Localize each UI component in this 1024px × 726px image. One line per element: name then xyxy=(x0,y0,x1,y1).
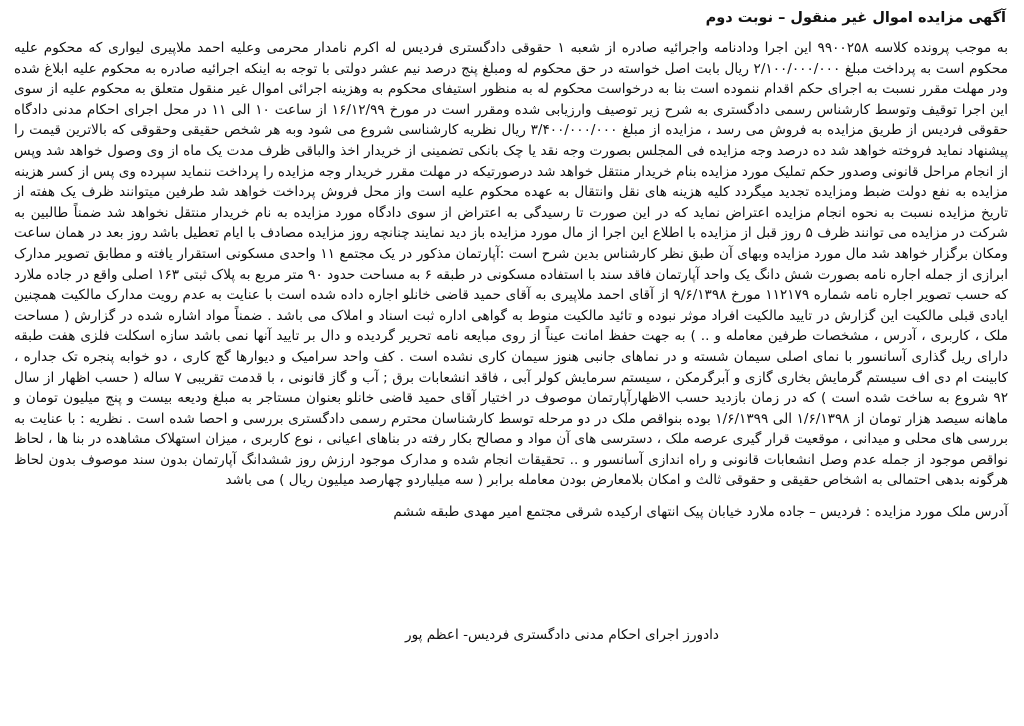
signature-line xyxy=(0,624,1024,646)
notice-body: به موجب پرونده کلاسه ۹۹۰۰۲۵۸ این اجرا ودادنامه واجرائیه صادره از شعبه ۱ حقوقی دادگستری فردیس له اکرم نامدار محرمی وعلیه احمد ملاپیری لیواری که محکوم علیه محکوم است به پرداخت مبلغ ۲/۱۰۰/۰۰۰/۰۰۰ ریال بابت اصل خواسته در حق محکوم له ومبلغ پنج درصد نیم عشر دولتی با توجه به اینکه اجرائیه صادره به محکوم علیه ابلاغ شده ودر مهلت مقرر نسبت به اجرای حکم اقدام ننموده است بنا به درخواست محکوم له به منظور استیفای محکوم به وهزینه اجرائی اموال غیر منقول متعلق به محکوم علیه از سوی این اجرا توقیف وتوسط کارشناس رسمی دادگستری به شرح زیر توصیف وارزیابی شده ومقرر است در مورخ ۱۶/۱۲/۹۹ از ساعت ۱۰ الی ۱۱ در محل اجرای احکام مدنی دادگاه حقوقی فردیس از طریق مزایده به فروش می رسد ، مزایده از مبلغ ۳/۴۰۰/۰۰۰/۰۰۰ ریال نظریه کارشناسی شروع می شود وبه هر شخص حقیقی وحقوقی که بالاترین قیمت را پیشنهاد نماید فروخته خواهد شد ده درصد وجه مزایده فی المجلس بصورت وجه نقد یا چک بانکی تضمینی از خریدار اخذ والباقی ظرف مدت یک ماه از وی وصول خواهد شد وپس از انجام مراحل قانونی وصدور حکم تملیک مورد مزایده بنام خریدار منتقل خواهد شد درصورتیکه در مهلت مقرر خریدار وجه مزایده را پرداخت ننماید سپرده وی پس از کسر هزینه مزایده به نفع دولت ضبط ومزایده تجدید میگردد کلیه هزینه های نقل وانتقال به عهده محکوم علیه است واز محل فروش پرداخت خواهد شد طرفین میتوانند ظرف یک هفته از تاریخ مزایده نسبت به نحوه انجام مزایده اعتراض نماید که در این صورت تا رسیدگی به اعتراض از سوی دادگاه مورد مزایده به نام خریدار منتقل نخواهد شد ضمناً طالبین به شرکت در مزایده می توانند ظرف ۵ روز قبل از مزایده با اطلاع این اجرا از مال مورد مزایده باز دید نمایند چنانچه روز مزایده مصادف با ایام تعطیل باشد روز بعد در همان ساعت ومکان برگزار خواهد شد مال مورد مزایده وبهای آن طبق نظر کارشناس بدین شرح است :آپارتمان مذکور در یک مجتمع ۱۱ واحدی مسکونی استقرار یافته و مطابق تصویر مدارک ابرازی از جمله اجاره نامه بصورت شش دانگ یک واحد آپارتمان فاقد سند با استفاده مسکونی در طبقه ۶ به مساحت حدود ۹۰ متر مربع به پلاک ثبتی ۱۶۳ اصلی واقع در جاده ملارد که حسب تصویر اجاره نامه شماره ۱۱۲۱۷۹ مورخ ۹/۶/۱۳۹۸ از آقای احمد ملاپیری به آقای حمید قاضی خانلو اجاره داده شده است با عنایت به عدم رویت مدارک مالکیت همچنین ایادی قبلی مالکیت این گزارش در تایید مالکیت افراد موثر نبوده و تائید مالکیت منوط به گواهی اداره ثبت اسناد و املاک می باشد . ضمناً مواد اشاره شده در گزارش ( مساحت ملک ، کاربری ، آدرس ، مشخصات طرفین معامله و .. ) به جهت حفظ امانت عیناً از روی مبایعه نامه تحریر گردیده و دال بر تایید آنها نمی باشد سازه اسکلت فلزی هفت طبقه دارای ریل گذاری آسانسور با نمای اصلی سیمان شسته و در نماهای جانبی هنوز سیمان کاری نشده است . کف واحد سرامیک و دیوارها گچ کاری ، دو خوابه پنجره تک جداره ، کابینت ام دی اف سیستم گرمایش بخاری گازی و آبرگرمکن ، سیستم سرمایش کولر آبی ، فاقد انشعابات برق ; آب و گاز قانونی ، با قدمت تقریبی ۷ ساله ( حسب اظهار از سال ۹۲ شروع به ساخت شده است ) که در زمان بازدید حسب الاظهارآپارتمان موصوف در اختیار آقای حمید قاضی خانلو بعنوان مستاجر به مبلغ ودیعه بیست و پنج میلیون تومان و ماهانه سیصد هزار تومان از ۱/۶/۱۳۹۸ الی ۱/۶/۱۳۹۹ بوده بنواقص ملک در دو مرحله توسط کارشناسان محترم رسمی دادگستری بررسی و احصا شده است . نظریه : با عنایت به بررسی های محلی و میدانی ، موقعیت قرار گیری عرصه ملک ، دسترسی های آن مواد و مصالح بکار رفته در بناهای اعیانی ، نوع کاربری ، میزان استهلاک مشاهده در بنا ها ، لحاظ نواقص موجود از جمله عدم وصل انشعابات قانونی و راه اندازی آسانسور و .. تحقیقات انجام شده و مدارک موجود ارزش روز ششدانگ آپارتمان بدون سند موصوف بدون لحاظ هرگونه بدهی احتمالی به اشخاص حقیقی و حقوقی ثالث و امکان بلامعارض بودن معامله برابر ( سه میلیاردو چهارصد میلیون ریال ) می باشد xyxy=(14,40,1008,489)
notice-title: آگهی مزایده اموال غیر منقول – نوبت دوم xyxy=(705,10,1006,26)
property-address: آدرس ملک مورد مزایده : فردیس – جاده ملارد خیابان پیک انتهای ارکیده شرقی مجتمع امیر مهدی طبقه ششم xyxy=(393,504,1008,521)
signature-text: دادورز اجرای احکام مدنی دادگستری فردیس- اعظم پور xyxy=(405,627,719,643)
